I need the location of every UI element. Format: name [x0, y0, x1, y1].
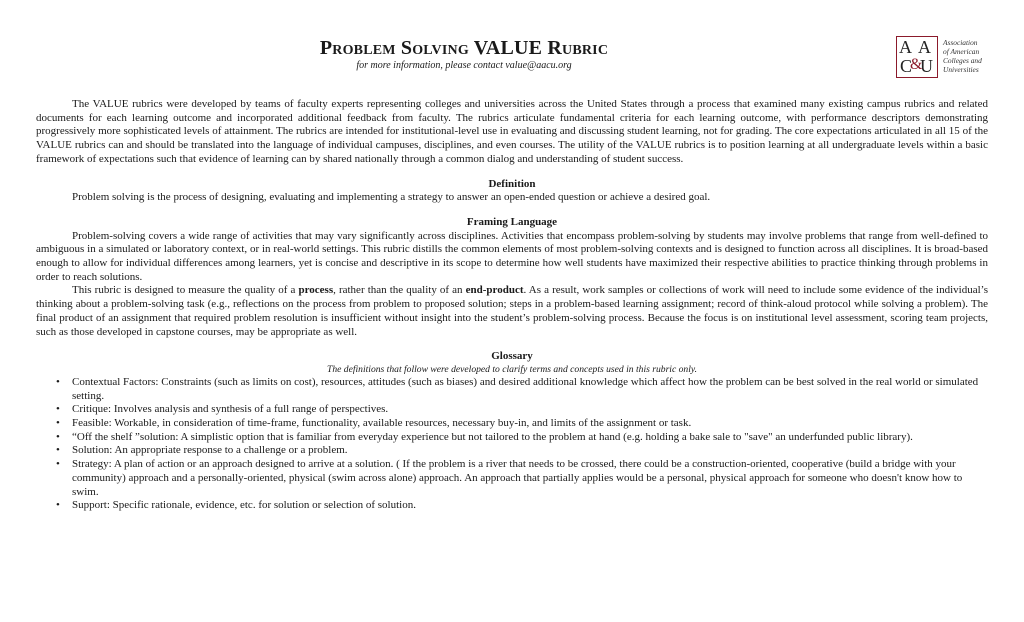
glossary-item: • Critique: Involves analysis and synthesis of a full range of perspectives.: [36, 403, 988, 417]
glossary-item: • Support: Specific rationale, evidence, etc. for solution or selection of solution.: [36, 499, 988, 513]
logo-text-line: Colleges and: [943, 56, 982, 65]
framing-bold-end-product: end-product: [465, 284, 524, 297]
logo-letter-a2: A: [918, 37, 931, 57]
page-title: Problem Solving VALUE Rubric: [319, 37, 609, 59]
logo-ampersand: &: [910, 56, 923, 73]
definition-heading: Definition: [488, 177, 536, 190]
title-block: [36, 37, 892, 72]
definition-text: Problem solving is the process of designing, evaluating and implementing a strategy to answer an open-ended question or achieve a desired goal.: [72, 191, 711, 204]
logo-letter-c: C: [900, 56, 913, 76]
glossary-subheading: The definitions that follow were developed to clarify terms and concepts used in this rubric only.: [326, 363, 698, 375]
glossary-heading: Glossary: [491, 350, 533, 363]
document-body: [36, 98, 988, 513]
logo-monogram-box: [896, 36, 938, 78]
logo-text: [943, 38, 982, 74]
logo-letter-u: U: [920, 56, 933, 76]
glossary-list: [36, 376, 988, 513]
logo-text-line: Association: [943, 38, 978, 47]
framing-heading: Framing Language: [466, 215, 558, 228]
framing-text: This rubric is designed to measure the quality of a: [72, 284, 299, 297]
glossary-item: • “Off the shelf ”solution: A simplistic option that is familiar from everyday experience but not tailored to the problem at hand (e.g. holding a bake sale to "save" an underfunded public library).: [36, 431, 988, 445]
glossary-item: • Solution: An appropriate response to a challenge or a problem.: [36, 444, 988, 458]
intro-paragraph: The VALUE rubrics were developed by teams of faculty experts representing colleges and universities across the United States through a process that examined many existing campus rubrics and related documents for each learning outcome and incorporated additional feedback from faculty. The rubrics articulate fundamental criteria for each learning outcome, with performance descriptors demonstrating progressively more sophisticated levels of attainment. The rubrics are intended for institutional-level use in evaluating and discussing student learning, not for grading. The core expectations articulated in all 15 of the VALUE rubrics can and should be translated into the language of individual campuses, disciplines, and even courses. The utility of the VALUE rubrics is to position learning at all undergraduate levels within a basic framework of expectations such that evidence of learning can by shared nationally through a common dialog and understanding of student success.: [36, 98, 988, 165]
logo-text-line: of American: [943, 47, 980, 56]
logo-letter-a1: A: [899, 37, 912, 57]
framing-bold-process: process: [298, 284, 334, 297]
logo-text-line: Universities: [943, 65, 979, 74]
framing-text: . As a result, work samples or collections of work will need to include some evidence of the individual’s thinking about a problem-solving task (e.g., reflections on the process from problem to proposed solution; steps in a problem-based learning assignment; record of think-aloud protocol while solving a problem). The final product of an assignment that required problem resolution is insufficient without insight into the student’s problem-solving process. Because the focus is on institutional level assessment, scoring team projects, such as those developed in capstone courses, may be appropriate as well.: [36, 284, 988, 338]
framing-paragraph-2: [36, 284, 988, 339]
glossary-item: • Contextual Factors: Constraints (such as limits on cost), resources, attitudes (such as biases) and desired additional knowledge which affect how the problem can be best solved in the real world or simulated setting.: [36, 376, 988, 403]
contact-subtitle: for more information, please contact value@aacu.org: [356, 60, 572, 71]
glossary-item: • Strategy: A plan of action or an approach designed to arrive at a solution. ( If the problem is a river that needs to be crossed, there could be a construction-oriented, cooperative (build a bridge with your community) approach and a personally-oriented, physical (swim across alone) approach. An approach that partially applies would be a personal, physical approach for someone who doesn't know how to swim.: [36, 458, 988, 499]
framing-paragraph-1: Problem-solving covers a wide range of activities that may vary significantly across disciplines. Activities that encompass problem-solving by students may involve problems that range from well-defined to ambiguous in a simulated or laboratory context, or in real-world settings. This rubric distills the common elements of most problem-solving contexts and is designed to function across all disciplines. It is broad-based enough to allow for individual differences among learners, yet is concise and descriptive in its scope to determine how well students have maximized their respective abilities to practice thinking through problems in order to reach solutions.: [36, 229, 988, 283]
glossary-item: • Feasible: Workable, in consideration of time-frame, functionality, available resources, necessary buy-in, and limits of the assignment or task.: [36, 417, 988, 431]
framing-text: , rather than the quality of an: [333, 284, 466, 297]
aacu-logo: [896, 36, 1024, 82]
